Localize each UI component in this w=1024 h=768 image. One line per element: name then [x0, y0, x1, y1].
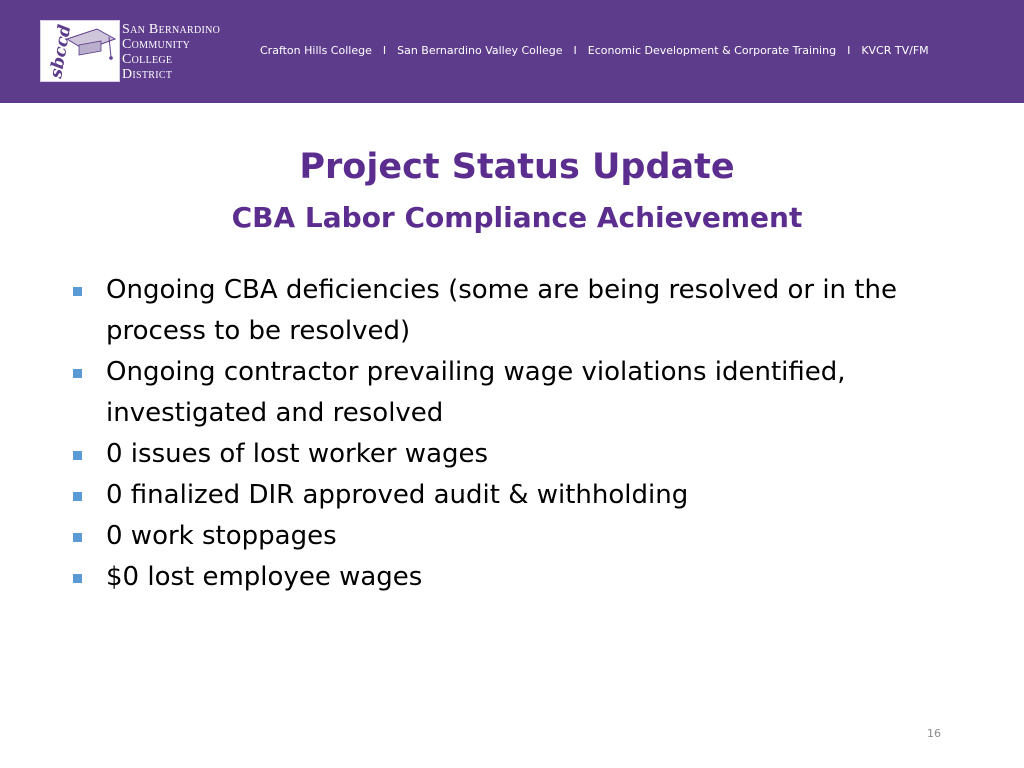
square-bullet-icon [73, 492, 82, 501]
nav-link-economic-development[interactable]: Economic Development & Corporate Training [587, 44, 837, 57]
bullet-text: Ongoing CBA deficiencies (some are being resolved or in the process to be resolved) [106, 275, 897, 346]
nav-link-crafton-hills[interactable]: Crafton Hills College [260, 44, 372, 57]
nav-separator: I [382, 44, 387, 57]
bullet-item [70, 516, 970, 557]
logo-emblem [40, 20, 120, 82]
district-name-line: College [122, 52, 173, 67]
slide-number: 16 [927, 727, 941, 740]
logo-mark-text: sbccd [46, 23, 76, 80]
bullet-text: 0 issues of lost worker wages [106, 439, 489, 469]
square-bullet-icon [73, 574, 82, 583]
bullet-item [70, 270, 970, 352]
bullet-item [70, 352, 970, 434]
nav-separator: I [847, 44, 851, 57]
bullet-list [70, 270, 970, 598]
slide-title: Project Status Update [299, 147, 735, 187]
slide-subtitle: CBA Labor Compliance Achievement [231, 201, 803, 234]
bullet-item [70, 557, 970, 598]
district-name-line: San Bernardino [122, 22, 221, 37]
sbccd-logo [40, 20, 240, 84]
bullet-text: $0 lost employee wages [106, 562, 423, 592]
header-banner [0, 0, 1024, 103]
college-nav [260, 44, 929, 57]
nav-link-kvcr[interactable]: KVCR TV/FM [861, 44, 929, 57]
graduation-cap-icon [45, 23, 117, 81]
bullet-text: Ongoing contractor prevailing wage violations identified, investigated and resolved [106, 357, 846, 428]
district-name-line: District [122, 67, 173, 82]
square-bullet-icon [73, 533, 82, 542]
square-bullet-icon [73, 369, 82, 378]
nav-separator: I [573, 44, 577, 57]
square-bullet-icon [73, 451, 82, 460]
square-bullet-icon [73, 287, 82, 296]
bullet-item [70, 475, 970, 516]
nav-link-sbvc[interactable]: San Bernardino Valley College [397, 44, 563, 57]
district-name [122, 22, 252, 82]
district-name-line: Community [122, 37, 191, 52]
bullet-text: 0 work stoppages [106, 521, 337, 551]
bullet-item [70, 434, 970, 475]
bullet-text: 0 finalized DIR approved audit & withholding [106, 480, 689, 510]
